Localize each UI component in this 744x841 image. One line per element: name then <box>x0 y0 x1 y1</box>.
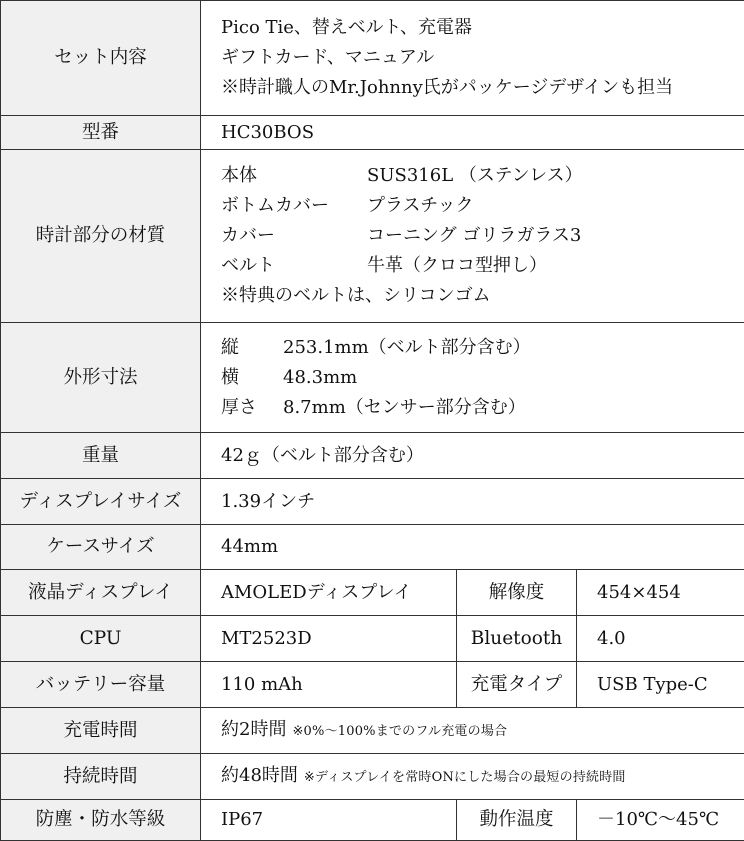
row-material <box>1 150 744 323</box>
row-subvalue: 4.0 <box>577 616 744 662</box>
material-key: 本体 <box>221 161 367 191</box>
material-item <box>221 191 744 221</box>
row-label: 重量 <box>1 433 201 479</box>
row-value <box>201 323 744 433</box>
row-value: MT2523D <box>201 616 457 662</box>
material-key: カバー <box>221 221 367 251</box>
row-label: セット内容 <box>1 1 201 116</box>
charge-time-note: ※0%～100%までのフル充電の場合 <box>292 724 507 739</box>
material-value: プラスチック <box>367 191 474 221</box>
row-display-size <box>1 479 744 525</box>
material-item <box>221 251 744 281</box>
row-label: CPU <box>1 616 201 662</box>
row-waterproof <box>1 800 744 841</box>
material-key: ボトムカバー <box>221 191 367 221</box>
row-label: 防塵・防水等級 <box>1 800 201 841</box>
row-subvalue: USB Type-C <box>577 662 744 708</box>
dimension-value: 48.3mm <box>283 363 357 393</box>
row-sublabel: Bluetooth <box>457 616 577 662</box>
material-value: SUS316L （ステンレス） <box>367 161 583 191</box>
row-value <box>201 708 744 754</box>
row-value: IP67 <box>201 800 457 841</box>
row-label: バッテリー容量 <box>1 662 201 708</box>
row-value: AMOLEDディスプレイ <box>201 570 457 616</box>
row-label: 時計部分の材質 <box>1 150 201 323</box>
row-lcd <box>1 570 744 616</box>
row-label: 外形寸法 <box>1 323 201 433</box>
duration-value: 約48時間 <box>221 765 298 786</box>
row-sublabel: 解像度 <box>457 570 577 616</box>
row-subvalue: 454×454 <box>577 570 744 616</box>
row-label: 持続時間 <box>1 754 201 800</box>
material-note: ※特典のベルトは、シリコンゴム <box>221 281 744 311</box>
row-duration <box>1 754 744 800</box>
set-line-1: Pico Tie、替えベルト、充電器 <box>221 13 744 43</box>
dimension-value: 253.1mm（ベルト部分含む） <box>283 333 531 363</box>
material-value: 牛革（クロコ型押し） <box>367 251 547 281</box>
row-weight <box>1 433 744 479</box>
row-dimensions <box>1 323 744 433</box>
row-value: 1.39インチ <box>201 479 744 525</box>
charge-time-value: 約2時間 <box>221 719 286 740</box>
material-item <box>221 221 744 251</box>
row-battery <box>1 662 744 708</box>
row-value <box>201 1 744 116</box>
material-item <box>221 161 744 191</box>
row-model <box>1 116 744 150</box>
material-value: コーニング ゴリラガラス3 <box>367 221 581 251</box>
row-value <box>201 150 744 323</box>
row-set-contents <box>1 1 744 116</box>
row-value: 44mm <box>201 525 744 570</box>
duration-note: ※ディスプレイを常時ONにした場合の最短の持続時間 <box>304 770 626 785</box>
row-label: 型番 <box>1 116 201 150</box>
dimension-key: 厚さ <box>221 393 283 423</box>
dimension-item <box>221 393 744 423</box>
row-value: HC30BOS <box>201 116 744 150</box>
material-key: ベルト <box>221 251 367 281</box>
row-sublabel: 動作温度 <box>457 800 577 841</box>
row-case-size <box>1 525 744 570</box>
row-value <box>201 754 744 800</box>
row-charge-time <box>1 708 744 754</box>
row-label: ケースサイズ <box>1 525 201 570</box>
row-value: 42ｇ（ベルト部分含む） <box>201 433 744 479</box>
dimension-item <box>221 363 744 393</box>
row-label: ディスプレイサイズ <box>1 479 201 525</box>
set-line-3: ※時計職人のMr.Johnny氏がパッケージデザインも担当 <box>221 73 744 103</box>
row-label: 充電時間 <box>1 708 201 754</box>
row-subvalue: －10℃～45℃ <box>577 800 744 841</box>
row-label: 液晶ディスプレイ <box>1 570 201 616</box>
dimension-item <box>221 333 744 363</box>
dimension-key: 横 <box>221 363 283 393</box>
row-value: 110 mAh <box>201 662 457 708</box>
row-sublabel: 充電タイプ <box>457 662 577 708</box>
row-cpu <box>1 616 744 662</box>
dimension-value: 8.7mm（センサー部分含む） <box>283 393 526 423</box>
set-line-2: ギフトカード、マニュアル <box>221 43 744 73</box>
dimension-key: 縦 <box>221 333 283 363</box>
